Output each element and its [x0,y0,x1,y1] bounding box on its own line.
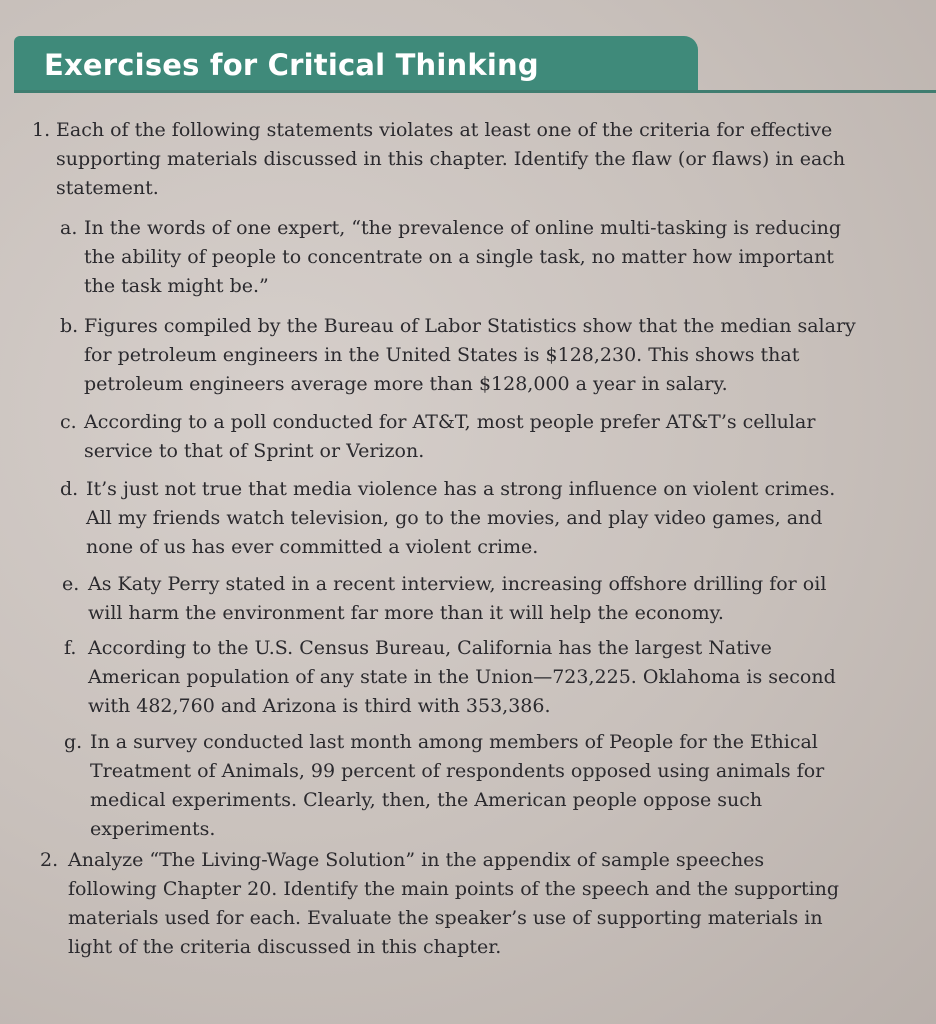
exercise-1-item-e [62,570,857,628]
item-text: It’s just not true that media violence has a strong influence on violent crimes. All my friends watch television, go to the movies, and play video games, and none of us has ever committed a violent crime. [86,478,836,558]
item-text: According to a poll conducted for AT&T, most people prefer AT&T’s cellular service to that of Sprint or Verizon. [84,411,816,462]
item-letter: a. [60,217,78,239]
item-letter: d. [60,478,79,500]
item-letter: e. [62,573,80,595]
exercise-1 [32,116,862,203]
item-letter: b. [60,315,79,337]
exercise-number: 2. [40,849,59,871]
item-letter: g. [64,731,83,753]
item-text: In the words of one expert, “the prevalence of online multi-tasking is reducing the ability of people to concentrate on a single task, no matter how important the task might be.” [84,217,841,297]
section-title: Exercises for Critical Thinking [44,48,539,82]
exercise-2 [40,846,852,962]
exercise-1-item-a [60,214,860,301]
exercise-number: 1. [32,119,51,141]
exercise-1-item-b [60,312,860,399]
exercise-1-item-d [60,475,860,562]
exercise-1-item-c [60,408,860,466]
banner-rule [14,90,936,93]
item-letter: f. [64,637,77,659]
item-text: As Katy Perry stated in a recent interview, increasing offshore drilling for oil will harm the environment far more than it will help the economy. [88,573,827,624]
exercise-1-item-f [64,634,857,721]
exercise-text: Each of the following statements violates at least one of the criteria for effective supporting materials discussed in this chapter. Identify the flaw (or flaws) in each statement. [56,119,846,199]
item-text: In a survey conducted last month among members of People for the Ethical Treatment of Animals, 99 percent of respondents opposed using animals for medical experiments. Clearly, then, the American people oppose such experiments. [90,731,825,840]
item-text: According to the U.S. Census Bureau, California has the largest Native American population of any state in the Union—723,225. Oklahoma is second with 482,760 and Arizona is third with 353,386. [88,637,836,717]
item-text: Figures compiled by the Bureau of Labor Statistics show that the median salary for petroleum engineers in the United States is $128,230. This shows that petroleum engineers average more than $128,000 a year in salary. [84,315,856,395]
item-letter: c. [60,411,77,433]
exercise-text: Analyze “The Living-Wage Solution” in the appendix of sample speeches following Chapter 20. Identify the main points of the speech and the supporting materials used for each. Evaluate the speaker’s use of supporting materials in light of the criteria discussed in this chapter. [68,849,840,958]
exercise-1-item-g [64,728,856,844]
